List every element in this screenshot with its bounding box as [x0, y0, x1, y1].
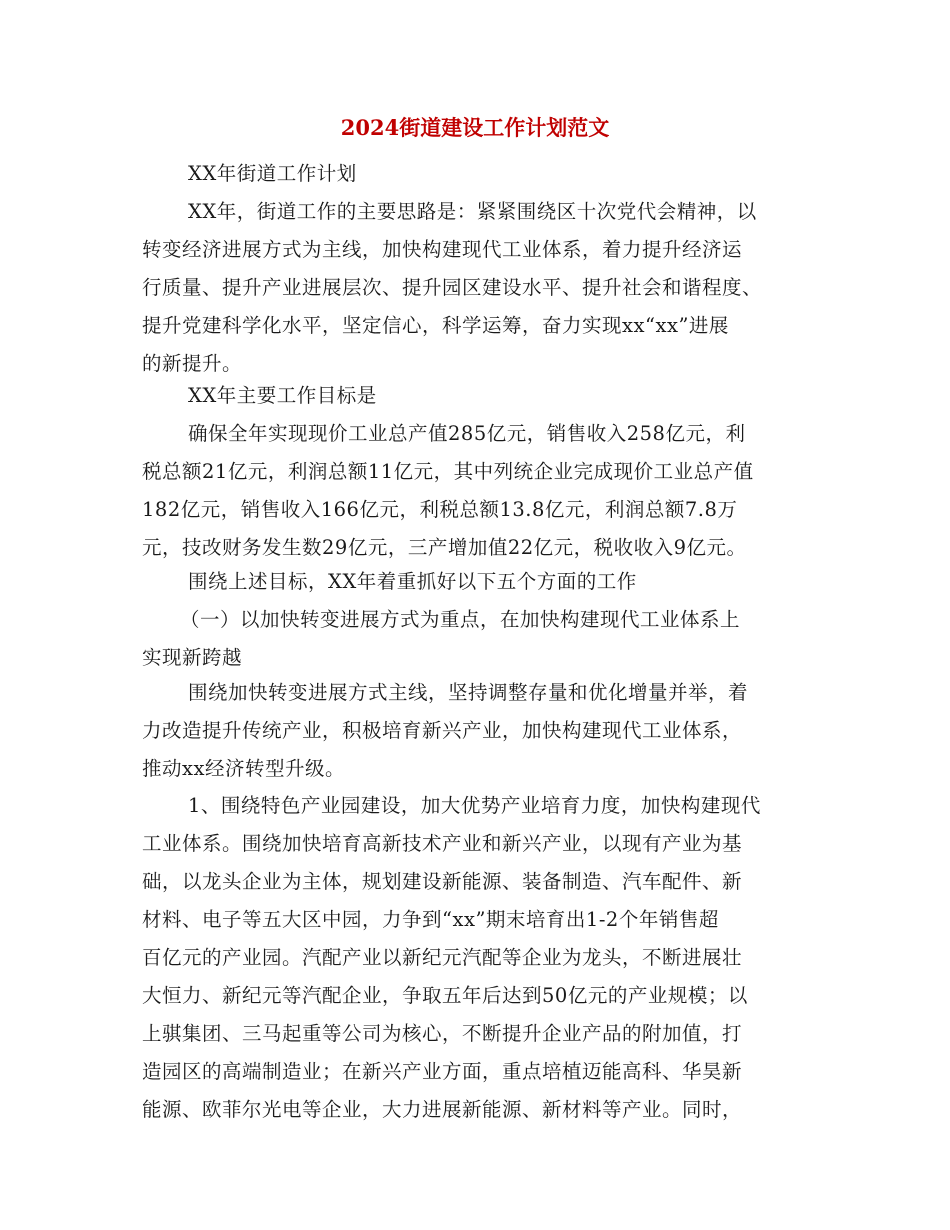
- text-line: 力改造提升传统产业，积极培育新兴产业，加快构建现代工业体系，: [142, 719, 743, 742]
- text-line: （一）以加快转变进展方式为重点，在加快构建现代工业体系上: [180, 608, 741, 631]
- text-line: 的新提升。: [142, 352, 243, 375]
- text-line: 工业体系。围绕加快培育高新技术产业和新兴产业，以现有产业为基: [142, 832, 743, 855]
- paragraph-3: [142, 377, 822, 415]
- text-line: 实现新跨越: [142, 646, 243, 669]
- text-line: 材料、电子等五大区中园，力争到“xx”期末培育出1-2个年销售超: [142, 908, 719, 931]
- paragraph-4: [142, 415, 822, 567]
- text-line: 元，技改财务发生数29亿元，三产增加值22亿元，税收收入9亿元。: [142, 536, 747, 559]
- text-line: 造园区的高端制造业；在新兴产业方面，重点培植迈能高科、华昊新: [142, 1060, 743, 1083]
- text-line: 大恒力、新纪元等汽配企业，争取五年后达到50亿元的产业规模；以: [142, 984, 748, 1007]
- text-line: XX年，街道工作的主要思路是：紧紧围绕区十次党代会精神，以: [188, 200, 757, 223]
- paragraph-1: [142, 155, 822, 193]
- paragraph-5: [142, 563, 822, 601]
- text-line: 提升党建科学化水平，坚定信心，科学运筹，奋力实现xx“xx”进展: [142, 314, 729, 337]
- text-line: 百亿元的产业园。汽配产业以新纪元汽配等企业为龙头，不断进展壮: [142, 946, 743, 969]
- text-line: XX年街道工作计划: [188, 162, 357, 185]
- paragraph-8: [142, 787, 822, 1129]
- text-line: 上骐集团、三马起重等公司为核心，不断提升企业产品的附加值，打: [142, 1022, 743, 1045]
- text-line: 推动xx经济转型升级。: [142, 757, 345, 780]
- paragraph-7: [142, 674, 822, 788]
- text-line: 1、围绕特色产业园建设，加大优势产业培育力度，加快构建现代: [188, 794, 761, 817]
- document-title: 2024街道建设工作计划范文: [340, 115, 610, 140]
- paragraph-2: [142, 193, 822, 383]
- text-line: XX年主要工作目标是: [188, 384, 377, 407]
- text-line: 182亿元，销售收入166亿元，利税总额13.8亿元，利润总额7.8万: [142, 498, 738, 521]
- text-line: 转变经济进展方式为主线，加快构建现代工业体系，着力提升经济运: [142, 238, 743, 261]
- text-line: 税总额21亿元，利润总额11亿元，其中列统企业完成现价工业总产值: [142, 460, 754, 483]
- text-line: 确保全年实现现价工业总产值285亿元，销售收入258亿元，利: [188, 422, 746, 445]
- paragraph-6: [142, 601, 822, 677]
- text-line: 围绕上述目标，XX年着重抓好以下五个方面的工作: [188, 570, 637, 593]
- text-line: 围绕加快转变进展方式主线，坚持调整存量和优化增量并举，着: [188, 681, 749, 704]
- text-line: 础，以龙头企业为主体，规划建设新能源、装备制造、汽车配件、新: [142, 870, 743, 893]
- text-line: 能源、欧菲尔光电等企业，大力进展新能源、新材料等产业。同时，: [142, 1098, 743, 1121]
- text-line: 行质量、提升产业进展层次、提升园区建设水平、提升社会和谐程度、: [142, 276, 763, 299]
